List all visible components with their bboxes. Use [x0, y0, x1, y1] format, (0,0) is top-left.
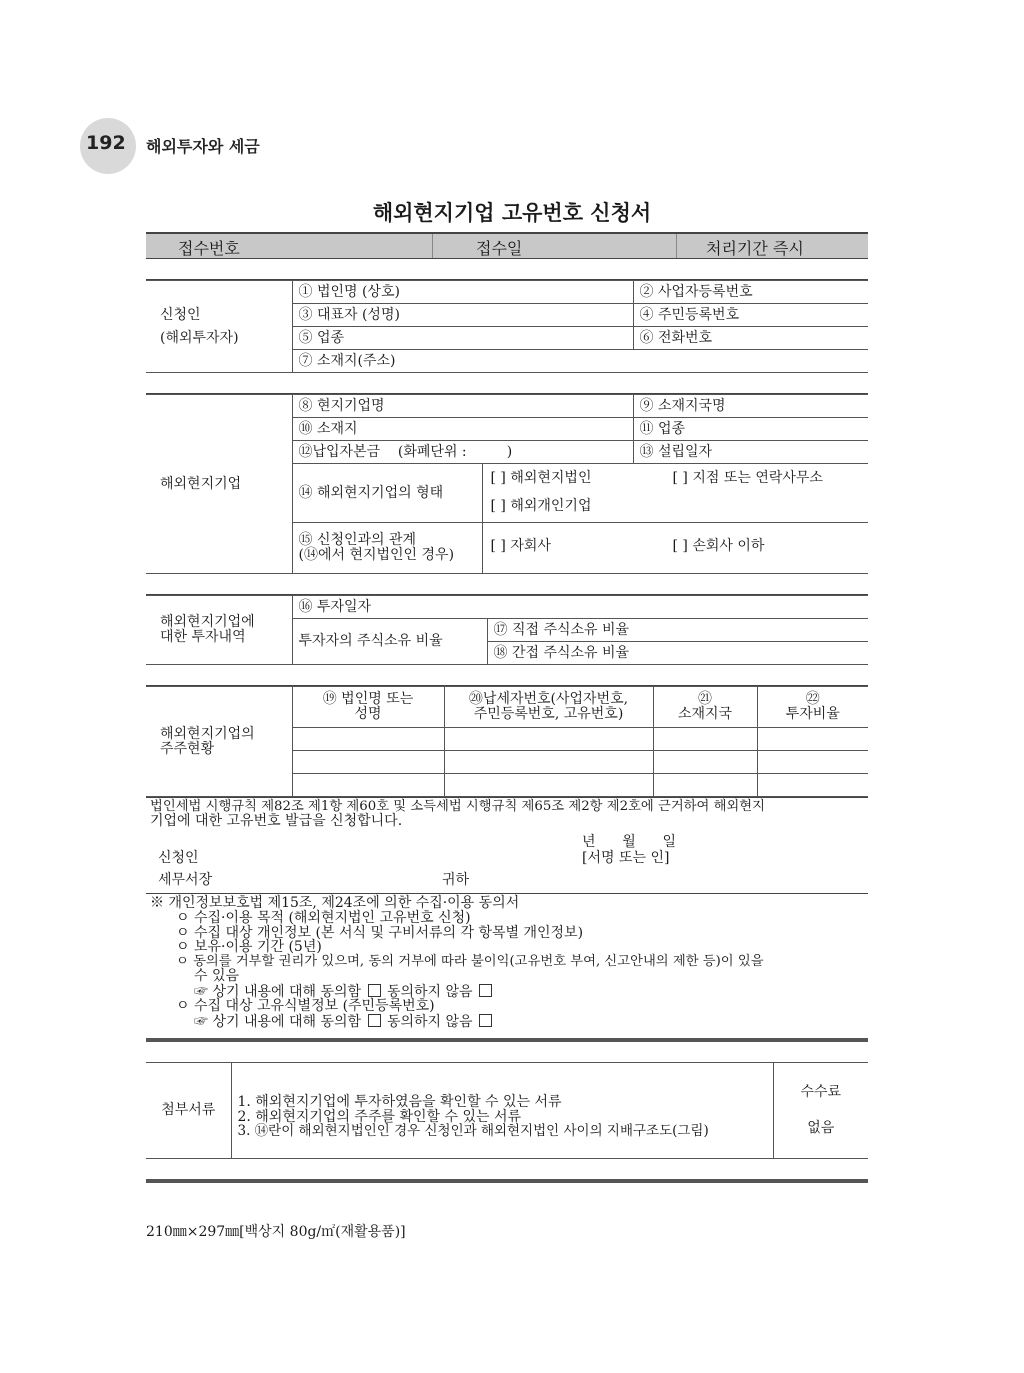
consent-right-to-refuse-cont: 수 있음	[194, 968, 240, 985]
investment-label-line1: 해외현지기업에	[160, 614, 255, 631]
col-taxpayer-number	[444, 687, 653, 728]
section-gap	[146, 665, 868, 686]
consent-retention: ㅇ 보유·이용 기간 (5년)	[176, 939, 322, 956]
resident-reg-number-field[interactable]: ④ 주민등록번호	[633, 304, 868, 327]
consent-purpose: ㅇ 수집·이용 목적 (해외현지법인 고유번호 신청)	[176, 910, 471, 927]
attachments-label: 첨부서류	[146, 1062, 231, 1158]
receipt-number-label: 접수번호	[178, 239, 240, 258]
establishment-date-field[interactable]: ⑬ 설립일자	[633, 441, 868, 464]
applicant-signature-row	[150, 851, 864, 873]
section-gap	[146, 574, 868, 595]
bottom-rule	[146, 1179, 868, 1183]
shareholders-section	[146, 686, 868, 797]
attachment-item-3: 3. ⑭란이 해외현지법인인 경우 신청인과 해외현지법인 사이의 지배구조도(그림)	[237, 1123, 709, 1140]
taxpayer-number-cell[interactable]	[444, 774, 653, 797]
shareholder-name-cell[interactable]	[292, 751, 444, 774]
direct-ownership-field[interactable]: ⑰ 직접 주식소유 비율	[487, 619, 868, 642]
applicant-label-line2: (해외투자자)	[160, 329, 239, 346]
paper-spec-footer: 210㎜×297㎜[백상지 80g/㎡(재활용품)]	[146, 1224, 406, 1240]
declaration-text-line1: 법인세법 시행규칙 제82조 제1항 제60호 및 소득세법 시행규칙 제65조 제2항 제2호에 근거하여 해외현지	[150, 799, 765, 814]
col-investment-ratio-line1: ㉒	[805, 691, 820, 708]
local-company-name-field[interactable]: ⑧ 현지기업명	[292, 395, 633, 418]
attachments-section	[146, 1062, 868, 1159]
investment-label	[146, 596, 292, 665]
consent-personal-info: ㅇ 수집 대상 개인정보 (본 서식 및 구비서류의 각 항목별 개인정보)	[176, 924, 584, 941]
applicant-label	[146, 281, 292, 373]
applicant-section	[146, 280, 868, 373]
fee-cell	[773, 1062, 868, 1158]
investment-section	[146, 595, 868, 665]
consent-right-to-refuse: ㅇ 동의를 거부할 권리가 있으며, 동의 거부에 따라 불이익(고유번호 부여, 신고안내의 제한 등)이 있을	[176, 954, 764, 970]
country-cell[interactable]	[653, 774, 757, 797]
addressee-row	[150, 873, 864, 893]
col-shareholder-name-line2: 성명	[354, 706, 382, 722]
section-gap	[146, 259, 868, 280]
agree-checkbox-2[interactable]	[368, 1014, 381, 1027]
relationship-label-line1: ⑮ 신청인과의 관계	[298, 532, 417, 549]
indirect-ownership-field[interactable]: ⑱ 간접 주식소유 비율	[487, 642, 868, 665]
option-local-corporation[interactable]: [ ] 해외현지법인	[490, 470, 592, 486]
enterprise-type-options	[482, 464, 868, 523]
relationship-options	[482, 523, 868, 574]
application-form	[146, 232, 868, 1183]
disagree-checkbox-1[interactable]	[479, 984, 492, 997]
header-divider	[676, 234, 677, 258]
receipt-date-label: 접수일	[476, 239, 523, 258]
section-gap	[146, 373, 868, 394]
col-shareholder-name-line1: ⑲ 법인명 또는	[322, 691, 414, 708]
investment-date-field[interactable]: ⑯ 투자일자	[292, 596, 868, 619]
processing-period-label: 처리기간 즉시	[706, 239, 804, 258]
taxpayer-number-cell[interactable]	[444, 728, 653, 751]
col-shareholder-name	[292, 687, 444, 728]
privacy-consent-block	[146, 893, 868, 1037]
taxpayer-number-cell[interactable]	[444, 751, 653, 774]
consent-unique-id: ㅇ 수집 대상 고유식별정보 (주민등록번호)	[176, 998, 435, 1015]
investment-ratio-cell[interactable]	[757, 728, 868, 751]
address-field[interactable]: ⑦ 소재지(주소)	[292, 350, 868, 373]
section-gap	[146, 1042, 868, 1062]
attachment-item-1: 1. 해외현지기업에 투자하였음을 확인할 수 있는 서류	[237, 1094, 562, 1110]
shareholders-label-line2: 주주현황	[160, 740, 215, 757]
page-number: 192	[86, 132, 126, 154]
business-type-field[interactable]: ⑤ 업종	[292, 327, 633, 350]
col-country	[653, 687, 757, 728]
running-head: 해외투자와 세금	[146, 137, 260, 156]
ownership-ratio-label: 투자자의 주식소유 비율	[292, 619, 487, 665]
consent-choice-2	[150, 1014, 864, 1030]
business-reg-number-field[interactable]: ② 사업자등록번호	[633, 281, 868, 304]
header-divider	[432, 234, 433, 258]
declaration-date[interactable]: 년 월 일	[582, 833, 676, 850]
col-investment-ratio	[757, 687, 868, 728]
receipt-header	[146, 232, 868, 259]
applicant-label-line1: 신청인	[160, 307, 201, 324]
attachments-list	[231, 1062, 773, 1158]
agree-label-2: ☞ 상기 내용에 대해 동의함	[194, 1014, 362, 1031]
option-sub-subsidiary[interactable]: [ ] 손회사 이하	[672, 538, 765, 554]
local-address-field[interactable]: ⑩ 소재지	[292, 418, 633, 441]
shareholder-name-cell[interactable]	[292, 728, 444, 751]
shareholders-label-line1: 해외현지기업의	[160, 725, 255, 742]
col-taxpayer-number-line2: 주민등록번호, 고유번호)	[473, 706, 624, 722]
col-country-line2: 소재지국	[677, 706, 733, 722]
shareholder-name-cell[interactable]	[292, 774, 444, 797]
disagree-label-2: 동의하지 않음	[386, 1014, 473, 1031]
relationship-label	[292, 523, 482, 574]
col-investment-ratio-line2: 투자비율	[785, 706, 840, 722]
paid-in-capital-field[interactable]: ⑫납입자본금 (화폐단위 : )	[292, 441, 633, 464]
option-individual-enterprise[interactable]: [ ] 해외개인기업	[490, 498, 592, 514]
agree-checkbox-1[interactable]	[368, 984, 381, 997]
section-gap	[146, 1159, 868, 1179]
signature-applicant-label: 신청인	[158, 850, 199, 867]
option-subsidiary[interactable]: [ ] 자회사	[490, 538, 551, 554]
enterprise-type-label: ⑭ 해외현지기업의 형태	[292, 464, 482, 523]
tax-office-label: 세무서장	[158, 872, 213, 889]
col-taxpayer-number-line1: ⑳납세자번호(사업자번호,	[468, 691, 629, 708]
signature-field[interactable]: [서명 또는 인]	[582, 850, 670, 867]
country-name-field[interactable]: ⑨ 소재지국명	[633, 395, 868, 418]
form-title: 해외현지기업 고유번호 신청서	[372, 201, 652, 225]
fee-value: 없음	[807, 1120, 835, 1137]
phone-number-field[interactable]: ⑥ 전화번호	[633, 327, 868, 350]
country-cell[interactable]	[653, 751, 757, 774]
local-business-type-field[interactable]: ⑪ 업종	[633, 418, 868, 441]
consent-title: ※ 개인정보보호법 제15조, 제24조에 의한 수집·이용 동의서	[150, 895, 520, 912]
investment-ratio-cell[interactable]	[757, 751, 868, 774]
corporate-name-field[interactable]: ① 법인명 (상호)	[292, 281, 633, 304]
overseas-enterprise-label: 해외현지기업	[146, 395, 292, 574]
agree-label-1: ☞ 상기 내용에 대해 동의함	[194, 983, 362, 1000]
shareholders-label	[146, 687, 292, 797]
col-country-line1: ㉑	[698, 691, 712, 708]
investment-label-line2: 대한 투자내역	[160, 629, 246, 645]
disagree-label-1: 동의하지 않음	[386, 983, 473, 1000]
country-cell[interactable]	[653, 728, 757, 751]
disagree-checkbox-2[interactable]	[479, 1014, 492, 1027]
option-branch-office[interactable]: [ ] 지점 또는 연락사무소	[672, 470, 823, 486]
declaration-block	[146, 797, 868, 893]
relationship-label-line2: (⑭에서 현지법인인 경우)	[298, 547, 455, 563]
honorific-label: 귀하	[442, 872, 470, 889]
investment-ratio-cell[interactable]	[757, 774, 868, 797]
fee-label: 수수료	[800, 1083, 842, 1100]
declaration-text-line2: 기업에 대한 고유번호 발급을 신청합니다.	[150, 812, 403, 829]
attachment-item-2: 2. 해외현지기업의 주주를 확인할 수 있는 서류	[237, 1108, 521, 1125]
representative-field[interactable]: ③ 대표자 (성명)	[292, 304, 633, 327]
overseas-enterprise-section	[146, 394, 868, 574]
fee-spacer	[780, 1099, 863, 1121]
